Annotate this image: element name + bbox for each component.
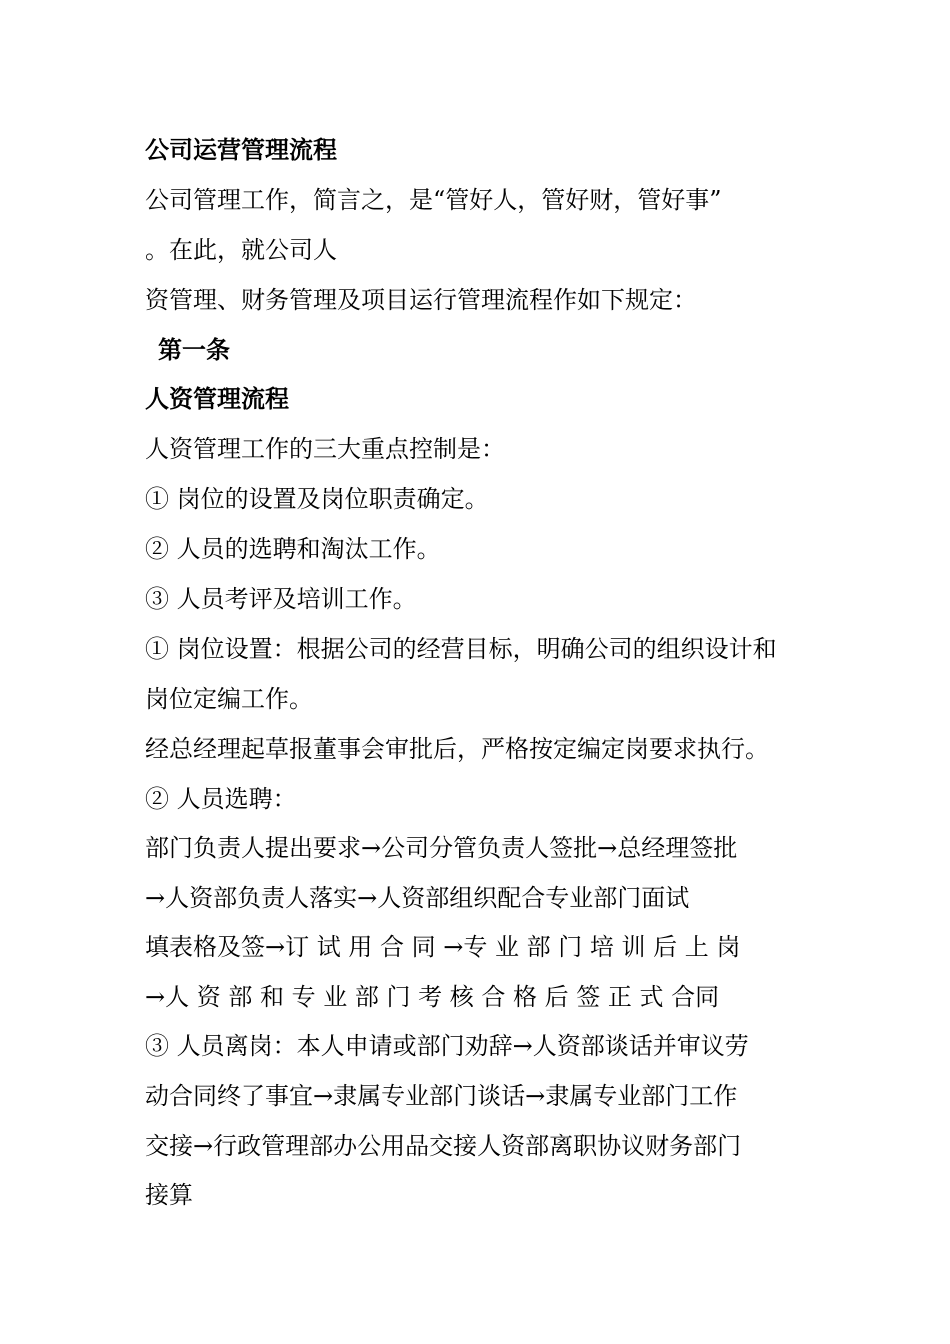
section-heading: 人资管理流程 — [145, 385, 289, 413]
body-line: ② 人员选聘： — [145, 785, 297, 813]
body-line: ① 岗位设置：根据公司的经营目标，明确公司的组织设计和 — [145, 635, 777, 663]
body-line: 岗位定编工作。 — [145, 685, 313, 713]
body-line: 交接→行政管理部办公用品交接人资部离职协议财务部门 — [145, 1132, 742, 1160]
body-line: 部门负责人提出要求→公司分管负责人签批→总经理签批 — [145, 834, 738, 862]
body-line: 人资管理工作的三大重点控制是： — [145, 435, 505, 463]
body-line: →人资部负责人落实→人资部组织配合专业部门面试 — [145, 884, 690, 912]
intro-line: 资管理、财务管理及项目运行管理流程作如下规定： — [145, 286, 697, 314]
body-line: ③ 人员考评及培训工作。 — [145, 585, 417, 613]
body-line: 动合同终了事宜→隶属专业部门谈话→隶属专业部门工作 — [145, 1082, 738, 1110]
body-line: ① 岗位的设置及岗位职责确定。 — [145, 485, 489, 513]
body-line: ③ 人员离岗：本人申请或部门劝辞→人资部谈话并审议劳 — [145, 1032, 749, 1060]
body-line: 经总经理起草报董事会审批后，严格按定编定岗要求执行。 — [145, 735, 769, 763]
intro-line: 公司管理工作，简言之，是“管好人，管好财，管好事” — [145, 186, 722, 214]
document-title: 公司运营管理流程 — [145, 136, 337, 164]
intro-line: 。在此，就公司人 — [145, 236, 337, 264]
body-line: 填表格及签→订 试 用 合 同 →专 业 部 门 培 训 后 上 岗 — [145, 933, 741, 961]
article-label: 第一条 — [158, 336, 230, 364]
body-line: 接算 — [145, 1181, 193, 1209]
body-line: →人 资 部 和 专 业 部 门 考 核 合 格 后 签 正 式 合同 — [145, 983, 720, 1011]
body-line: ② 人员的选聘和淘汰工作。 — [145, 535, 441, 563]
